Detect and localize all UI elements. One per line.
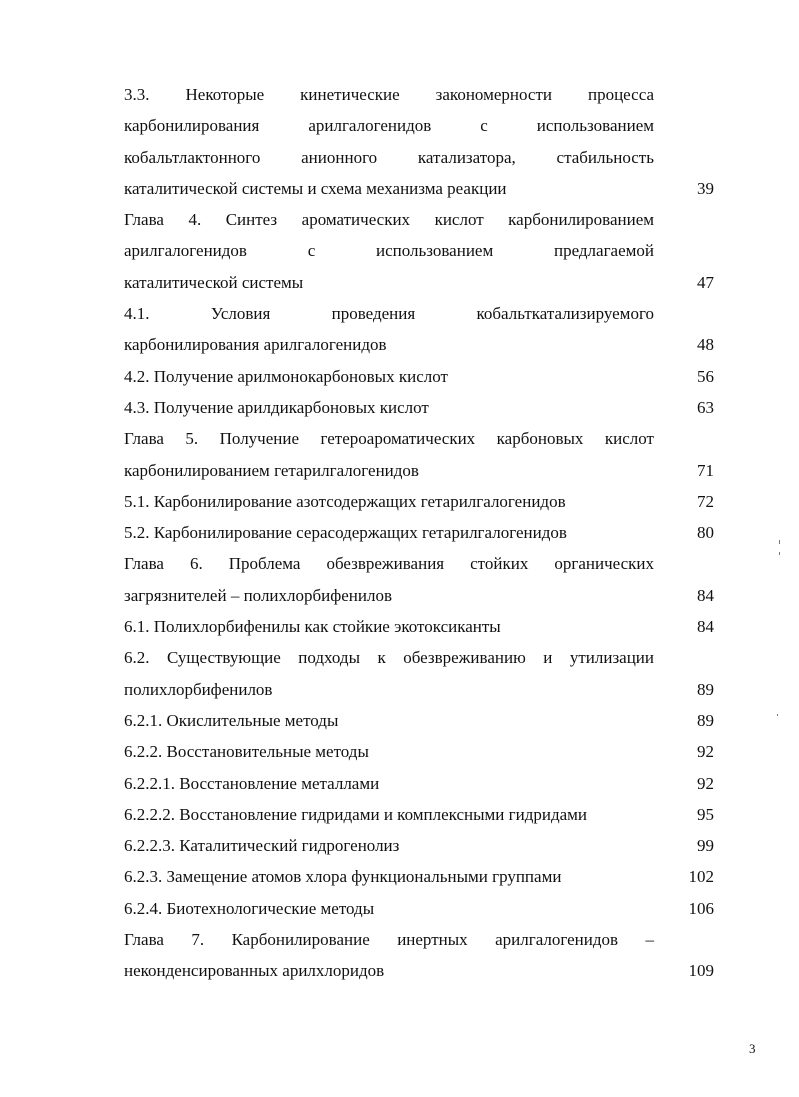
toc-entry-text: 6.2.2. Восстановительные методы [124, 742, 369, 762]
toc-entry-text: 6.2.3. Замещение атомов хлора функциональными группами [124, 867, 562, 887]
toc-entry-text: 4.1. Условия проведения кобальткатализируемого [124, 304, 654, 324]
toc-entry-page: 63 [697, 397, 714, 417]
toc-entry-text: 6.2.4. Биотехнологические методы [124, 898, 375, 918]
toc-entry-text: 4.2. Получение арилмонокарбоновых кислот [124, 366, 448, 386]
toc-entry-page: 72 [697, 491, 714, 511]
toc-entry-page: 56 [697, 366, 714, 386]
toc-entry-page: 109 [688, 961, 714, 981]
toc-line [124, 110, 654, 141]
toc-entry-page: 89 [697, 679, 714, 699]
toc-entry-text: 6.2.2.3. Каталитический гидрогенолиз [124, 836, 400, 856]
toc-line [124, 486, 714, 517]
toc-line [124, 548, 654, 579]
scan-speck [777, 714, 778, 716]
toc-entry-text: Глава 7. Карбонилирование инертных арилгалогенидов – [124, 930, 654, 950]
toc-entry-text: 6.2.2.2. Восстановление гидридами и комплексными гидридами [124, 804, 588, 824]
toc-line [124, 674, 714, 705]
toc-line [124, 830, 714, 861]
toc-entry-page: 39 [697, 178, 714, 198]
toc-entry-page: 71 [697, 460, 714, 480]
toc-entry-text: Глава 4. Синтез ароматических кислот карбонилированием [124, 210, 654, 230]
toc-entry-page: 92 [697, 742, 714, 762]
toc-entry-page: 48 [697, 335, 714, 355]
toc-entry-text: карбонилирования арилгалогенидов [124, 335, 387, 355]
toc-entry-text: загрязнителей – полихлорбифенилов [124, 585, 393, 605]
scan-speck [779, 552, 780, 555]
toc-line [124, 580, 714, 611]
toc-entry-text: неконденсированных арилхлоридов [124, 961, 385, 981]
toc-line [124, 298, 654, 329]
toc-entry-text: 5.2. Карбонилирование серасодержащих гетарилгалогенидов [124, 523, 567, 543]
toc-line [124, 861, 714, 892]
toc-line [124, 642, 654, 673]
toc-entry-text: каталитической системы [124, 272, 304, 292]
toc-entry-text: 6.2.1. Окислительные методы [124, 710, 339, 730]
toc-line [124, 423, 654, 454]
toc-line [124, 361, 714, 392]
toc-entry-text: арилгалогенидов с использованием предлагаемой [124, 241, 654, 261]
toc-entry-text: полихлорбифенилов [124, 679, 273, 699]
toc-line [124, 142, 654, 173]
table-of-contents [124, 79, 714, 987]
toc-line [124, 893, 714, 924]
toc-entry-text: карбонилированием гетарилгалогенидов [124, 460, 419, 480]
toc-entry-text: каталитической системы и схема механизма реакции [124, 178, 507, 198]
toc-line [124, 267, 714, 298]
toc-entry-text: кобальтлактонного анионного катализатора, стабильность [124, 147, 654, 167]
toc-line [124, 768, 714, 799]
toc-entry-page: 80 [697, 523, 714, 543]
toc-entry-page: 89 [697, 710, 714, 730]
toc-entry-text: 4.3. Получение арилдикарбоновых кислот [124, 397, 429, 417]
toc-line [124, 235, 654, 266]
toc-entry-page: 84 [697, 617, 714, 637]
toc-entry-text: Глава 6. Проблема обезвреживания стойких органических [124, 554, 654, 574]
toc-entry-page: 95 [697, 804, 714, 824]
toc-line [124, 517, 714, 548]
scan-speck [779, 540, 780, 544]
toc-entry-text: 6.2. Существующие подходы к обезвреживанию и утилизации [124, 648, 654, 668]
toc-entry-page: 102 [688, 867, 714, 887]
toc-line [124, 204, 654, 235]
toc-entry-text: карбонилирования арилгалогенидов с использованием [124, 116, 654, 136]
toc-entry-page: 92 [697, 773, 714, 793]
toc-line [124, 173, 714, 204]
toc-line [124, 924, 654, 955]
toc-entry-text: 3.3. Некоторые кинетические закономерности процесса [124, 85, 654, 104]
toc-entry-page: 47 [697, 272, 714, 292]
toc-entry-text: Глава 5. Получение гетероароматических карбоновых кислот [124, 429, 654, 449]
toc-line [124, 455, 714, 486]
toc-entry-page: 106 [688, 898, 714, 918]
toc-entry-page: 84 [697, 585, 714, 605]
toc-line [124, 955, 714, 986]
toc-line [124, 79, 654, 110]
toc-line [124, 705, 714, 736]
toc-entry-text: 6.1. Полихлорбифенилы как стойкие экотоксиканты [124, 617, 501, 637]
toc-line [124, 799, 714, 830]
toc-line [124, 392, 714, 423]
toc-entry-page: 99 [697, 836, 714, 856]
toc-line [124, 611, 714, 642]
toc-line [124, 736, 714, 767]
toc-entry-text: 5.1. Карбонилирование азотсодержащих гетарилгалогенидов [124, 491, 566, 511]
page-number: 3 [749, 1041, 756, 1056]
toc-line [124, 329, 714, 360]
toc-entry-text: 6.2.2.1. Восстановление металлами [124, 773, 380, 793]
